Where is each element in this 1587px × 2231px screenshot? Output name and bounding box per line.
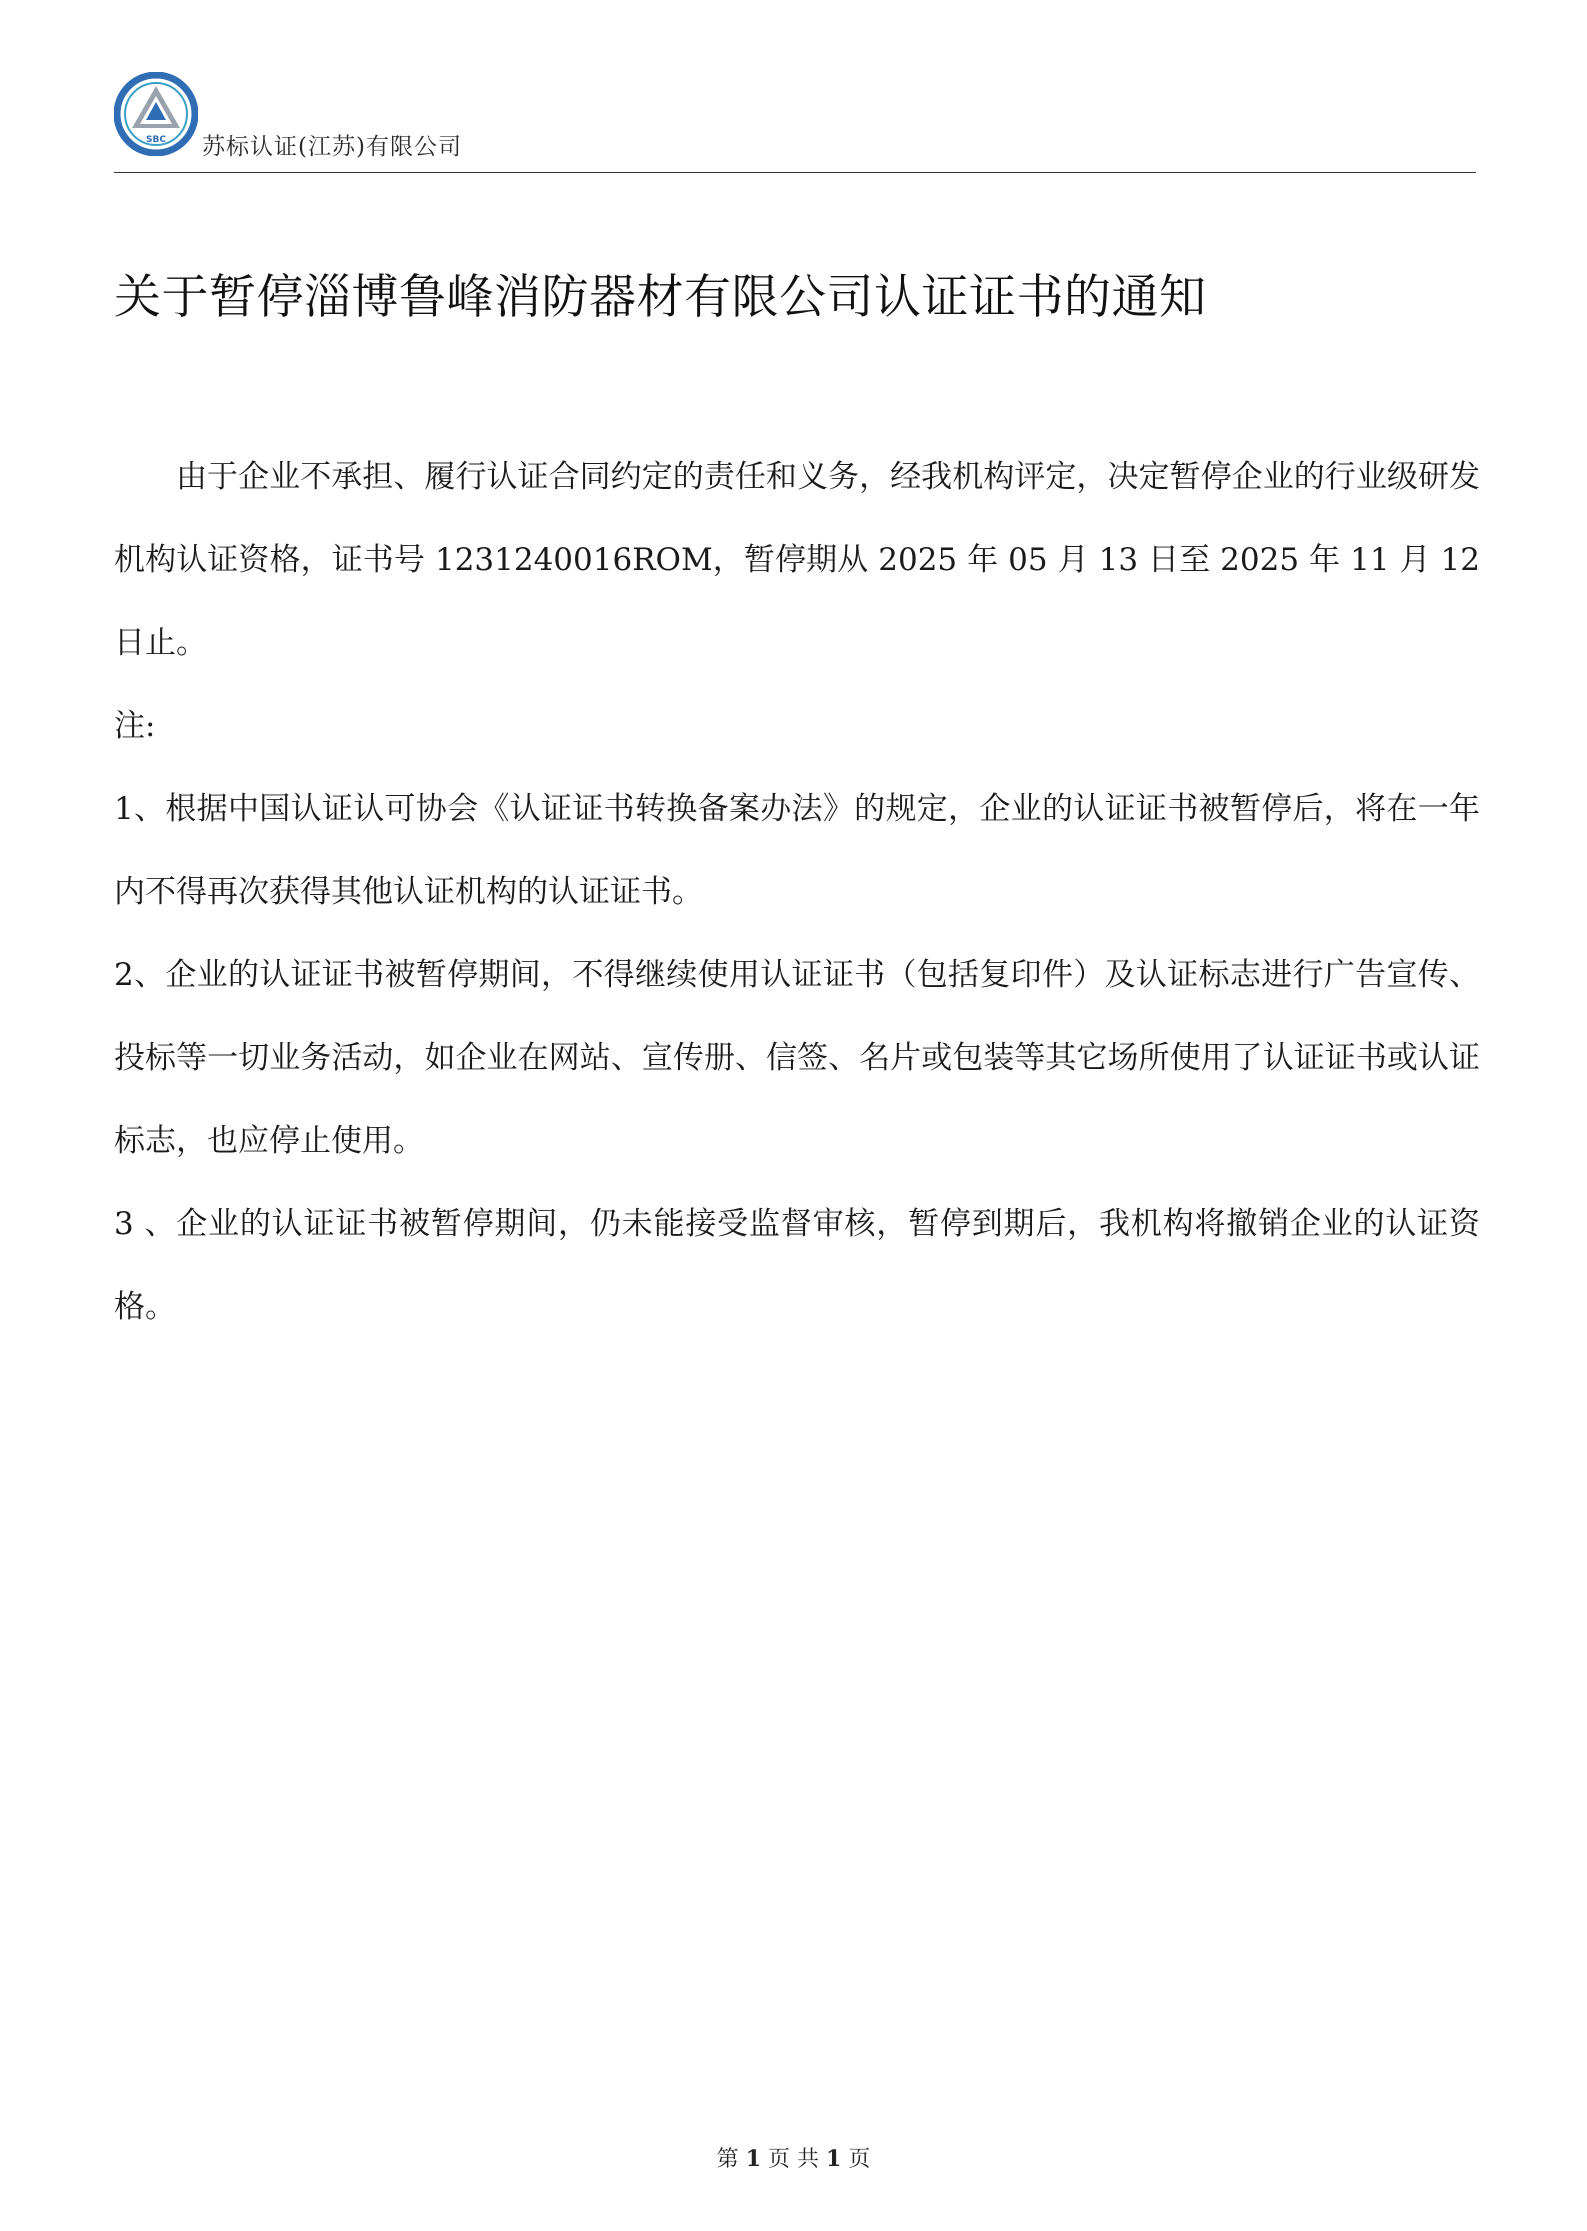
notice-title: 关于暂停淄博鲁峰消防器材有限公司认证证书的通知: [114, 270, 1207, 325]
note-item-2: 2、企业的认证证书被暂停期间，不得继续使用认证证书（包括复印件）及认证标志进行广告宣传、投标等一切业务活动，如企业在网站、宣传册、信签、名片或包装等其它场所使用了认证证书或认证标志，也应停止使用。: [114, 957, 1480, 1159]
note-label: 注:: [114, 708, 156, 744]
page-footer: [0, 2142, 1587, 2173]
document-header: [114, 72, 1476, 172]
footer-page-number: 1: [745, 2146, 761, 2172]
company-logo-icon: [114, 72, 198, 156]
note-item-1: 1、根据中国认证认可协会《认证证书转换备案办法》的规定，企业的认证证书被暂停后，将在一年内不得再次获得其他认证机构的认证证书。: [114, 791, 1480, 910]
footer-suffix: 页: [848, 2147, 871, 2172]
company-name: 苏标认证(江苏)有限公司: [202, 134, 462, 160]
notice-paragraph: 由于企业不承担、履行认证合同约定的责任和义务，经我机构评定，决定暂停企业的行业级研发机构认证资格，证书号 1231240016ROM，暂停期从 2025 年 05 月 13 日至 2025 年 11 月 12 日止。: [114, 459, 1480, 661]
header-divider: [114, 172, 1476, 173]
notice-body: [114, 436, 1480, 1349]
footer-total-pages: 1: [826, 2146, 842, 2172]
logo-text: SBC: [146, 135, 166, 145]
footer-mid: 页 共: [768, 2147, 819, 2172]
footer-prefix: 第: [716, 2147, 739, 2172]
note-item-3: 3 、企业的认证证书被暂停期间，仍未能接受监督审核，暂停到期后，我机构将撤销企业的认证资格。: [114, 1206, 1480, 1325]
